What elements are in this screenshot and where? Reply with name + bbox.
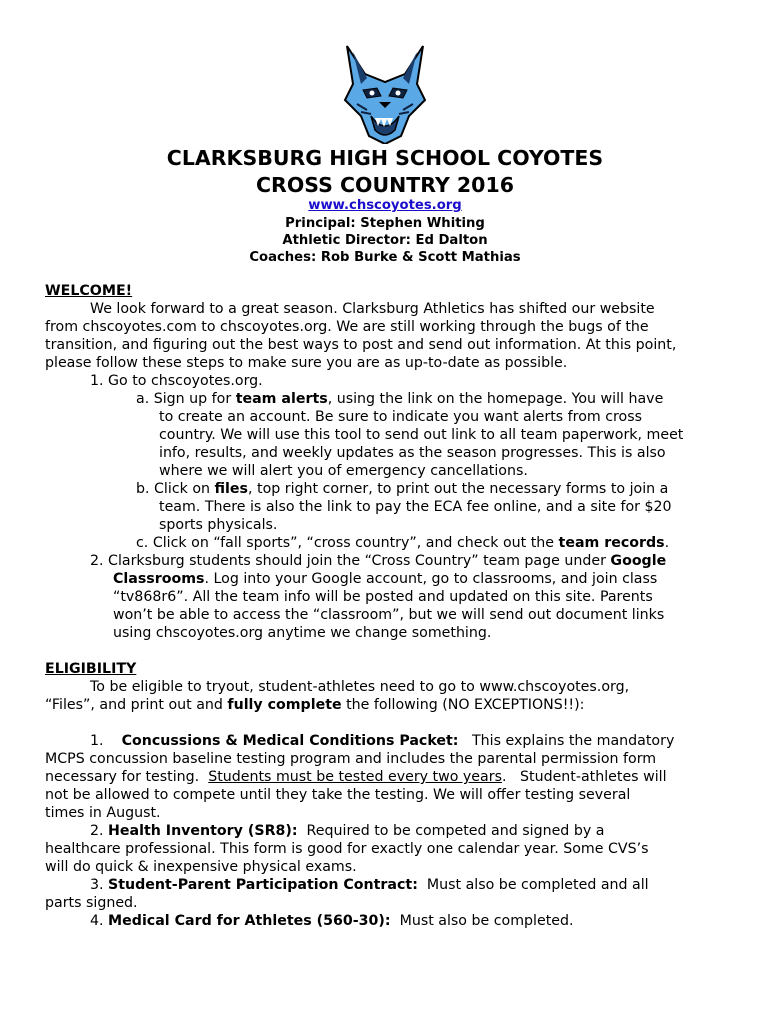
step-2-text: 2. Clarksburg students should join the “Cross Country” team page under [90,553,611,569]
step-1b-line: team. There is also the link to pay the ECA fee online, and a site for $20 [159,499,672,515]
step-1c [136,534,669,552]
eligibility-text: “Files”, and print out and [45,697,228,713]
website-link[interactable]: www.chscoyotes.org [308,198,462,213]
requirement-3 [90,876,649,894]
step-2-line: won’t be able to access the “classroom”, but we will send out document links [113,607,665,623]
requirement-title: Concussions & Medical Conditions Packet: [121,733,459,749]
requirement-1 [90,732,674,750]
athletic-director-line: Athletic Director: Ed Dalton [282,233,488,248]
requirement-2-line: will do quick & inexpensive physical exams. [45,859,357,875]
requirement-1-line [45,768,667,786]
welcome-text-line: transition, and figuring out the best ways to post and send out information. At this point, [45,337,677,353]
welcome-text-line: We look forward to a great season. Clarksburg Athletics has shifted our website [90,301,655,317]
step-1a-text: , using the link on the homepage. You will have [327,391,664,407]
sport-title: CROSS COUNTRY 2016 [256,173,514,197]
requirement-text: necessary for testing. [45,769,209,785]
requirement-text: Must also be completed. [390,913,574,929]
requirement-text: Must also be completed and all [417,877,649,893]
requirement-title: Medical Card for Athletes (560-30): [108,913,391,929]
step-2 [90,552,666,570]
requirement-2-line: healthcare professional. This form is good for exactly one calendar year. Some CVS’s [45,841,649,857]
school-title: CLARKSBURG HIGH SCHOOL COYOTES [166,146,604,170]
step-2-text: . Log into your Google account, go to classrooms, and join class [204,571,658,587]
eligibility-text-line [45,696,584,714]
step-1c-text: c. Click on “fall sports”, “cross country”, and check out the [136,535,559,551]
requirement-number: 3. [90,877,109,893]
step-1b-line: sports physicals. [159,517,278,533]
step-1a-line: where we will alert you of emergency cancellations. [159,463,528,479]
step-2-line [113,570,657,588]
eligibility-text: the following (NO EXCEPTIONS!!): [341,697,585,713]
classrooms-term: Classrooms [113,571,205,587]
requirement-4 [90,912,574,930]
step-1b-text: b. Click on [136,481,215,497]
requirement-number: 4. [90,913,109,929]
fully-complete-term: fully complete [227,697,342,713]
step-1a-text: a. Sign up for [136,391,236,407]
welcome-heading: WELCOME! [45,283,133,299]
eligibility-heading: ELIGIBILITY [45,661,137,677]
files-term: files [214,481,248,497]
step-1a-line: info, results, and weekly updates as the season progresses. This is also [159,445,666,461]
google-term: Google [610,553,667,569]
step-1b-text: , top right corner, to print out the necessary forms to join a [247,481,669,497]
requirement-1-line: times in August. [45,805,161,821]
requirement-1-line: MCPS concussion baseline testing program and includes the parental permission form [45,751,657,767]
requirement-3-line: parts signed. [45,895,138,911]
website-link-line [0,197,770,214]
team-alerts-term: team alerts [235,391,328,407]
coaches-line: Coaches: Rob Burke & Scott Mathias [249,250,521,265]
requirement-number: 2. [90,823,109,839]
step-2-line: “tv868r6”. All the team info will be posted and updated on this site. Parents [113,589,653,605]
welcome-text-line: from chscoyotes.com to chscoyotes.org. We are still working through the bugs of the [45,319,649,335]
requirement-number: 1. [90,733,122,749]
step-1b [136,480,668,498]
eligibility-text-line: To be eligible to tryout, student-athletes need to go to www.chscoyotes.org, [90,679,630,695]
requirement-text: . Student-athletes will [501,769,667,785]
step-1a-line: to create an account. Be sure to indicate you want alerts from cross [159,409,642,425]
requirement-text: Required to be competed and signed by a [297,823,605,839]
coyote-logo-icon [343,44,427,144]
step-1c-text: . [664,535,670,551]
requirement-title: Health Inventory (SR8): [108,823,298,839]
step-2-line: using chscoyotes.org anytime we change something. [113,625,492,641]
principal-line: Principal: Stephen Whiting [285,216,485,231]
step-1: 1. Go to chscoyotes.org. [90,373,263,389]
requirement-title: Student-Parent Participation Contract: [108,877,418,893]
requirement-text: This explains the mandatory [458,733,675,749]
step-1a-line: country. We will use this tool to send out link to all team paperwork, meet [159,427,684,443]
welcome-text-line: please follow these steps to make sure you are as up-to-date as possible. [45,355,568,371]
requirement-1-line: not be allowed to compete until they take the testing. We will offer testing several [45,787,631,803]
team-records-term: team records [558,535,665,551]
requirement-2 [90,822,604,840]
testing-frequency-note: Students must be tested every two years [208,769,502,785]
step-1a [136,390,663,408]
